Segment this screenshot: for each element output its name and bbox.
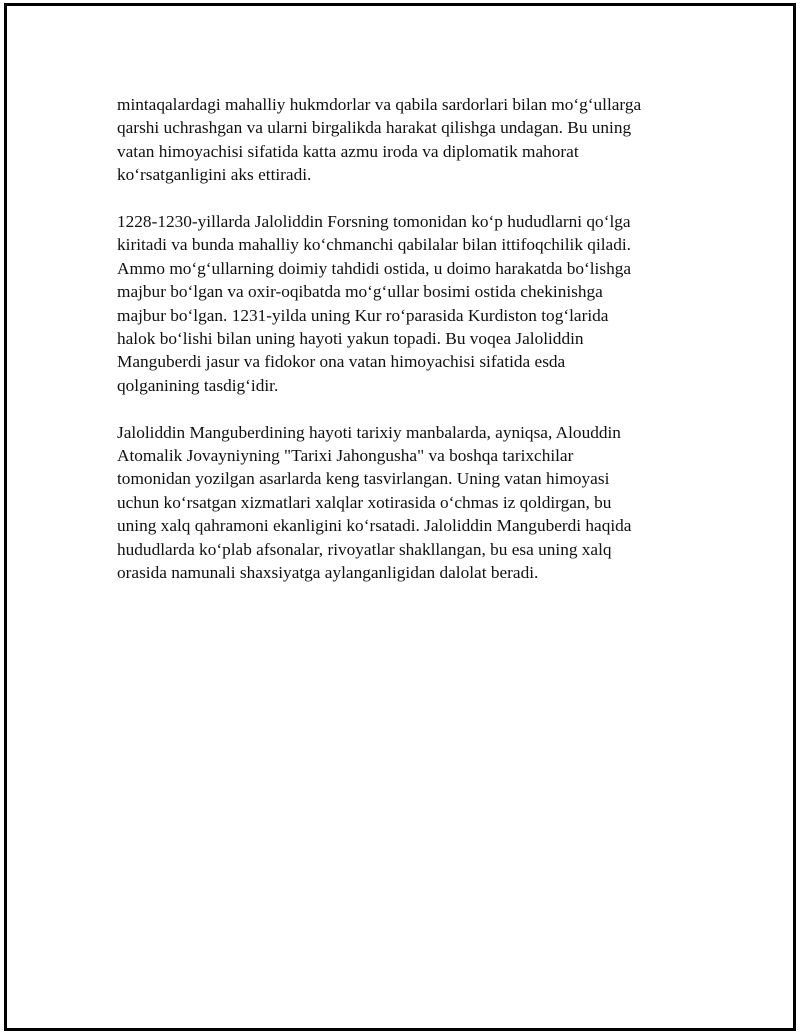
text-line: mintaqalardagi mahalliy hukmdorlar va qabila sardorlari bilan mo‘g‘ullarga [117, 95, 642, 114]
text-line: vatan himoyachisi sifatida katta azmu iroda va diplomatik mahorat [117, 141, 579, 161]
paragraph-2 [117, 210, 677, 397]
paragraph-1 [117, 93, 677, 187]
text-line: majbur bo‘lgan va oxir-oqibatda mo‘g‘ullar bosimi ostida chekinishga [117, 282, 603, 302]
text-line: hududlarda ko‘plab afsonalar, rivoyatlar shakllangan, bu esa uning xalq [117, 539, 612, 559]
text-line: qarshi uchrashgan va ularni birgalikda harakat qilishga undagan. Bu uning [117, 118, 632, 138]
text-line: qolganining tasdig‘idir. [117, 375, 279, 395]
text-line: halok bo‘lishi bilan uning hayoti yakun topadi. Bu voqea Jaloliddin [117, 329, 584, 349]
text-line: 1228-1230-yillarda Jaloliddin Forsning tomonidan ko‘p hududlarni qo‘lga [117, 212, 631, 232]
text-line: uning xalq qahramoni ekanligini ko‘rsatadi. Jaloliddin Manguberdi haqida [117, 516, 632, 536]
text-line: Atomalik Jovayniyning "Tarixi Jahongusha" va boshqa tarixchilar [117, 446, 574, 466]
text-line: uchun ko‘rsatgan xizmatlari xalqlar xotirasida o‘chmas iz qoldirgan, bu [117, 492, 612, 512]
text-line: Ammo mo‘g‘ullarning doimiy tahdidi ostida, u doimo harakatda bo‘lishga [117, 258, 632, 278]
text-line: tomonidan yozilgan asarlarda keng tasvirlangan. Uning vatan himoyasi [117, 469, 610, 489]
text-line: majbur bo‘lgan. 1231-yilda uning Kur ro‘parasida Kurdiston tog‘larida [117, 305, 609, 325]
text-line: orasida namunali shaxsiyatga aylanganligidan dalolat beradi. [117, 563, 539, 583]
text-line: ko‘rsatganligini aks ettiradi. [117, 165, 312, 185]
text-line: kiritadi va bunda mahalliy ko‘chmanchi qabilalar bilan ittifoqchilik qiladi. [117, 235, 631, 255]
text-line: Manguberdi jasur va fidokor ona vatan himoyachisi sifatida esda [117, 352, 566, 372]
document-body [117, 93, 677, 608]
text-line: Jaloliddin Manguberdining hayoti tarixiy manbalarda, ayniqsa, Alouddin [117, 422, 621, 442]
paragraph-3 [117, 421, 677, 585]
